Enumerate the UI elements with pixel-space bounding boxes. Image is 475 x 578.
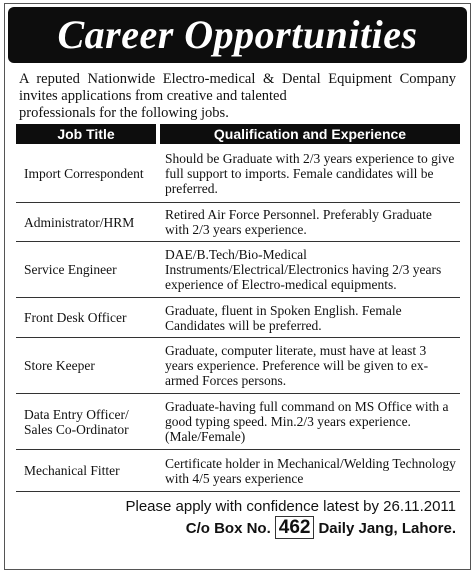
table-row bbox=[16, 203, 460, 242]
job-title-cell: Service Engineer bbox=[16, 242, 158, 298]
job-title-cell: Front Desk Officer bbox=[16, 298, 158, 338]
table-row bbox=[16, 450, 460, 492]
qualification-cell: Graduate, computer literate, must have at least 3 years experience. Preference will be given to ex-armed Forces persons. bbox=[158, 338, 460, 394]
qualification-cell: Should be Graduate with 2/3 years experience to give full support to imports. Female candidates will be preferred. bbox=[158, 144, 460, 203]
intro-line-1: A reputed Nationwide Electro-medical & Dental Equipment Company invites applications from creative and talented bbox=[19, 71, 456, 104]
table-row bbox=[16, 242, 460, 298]
job-title-cell: Store Keeper bbox=[16, 338, 158, 394]
table-row bbox=[16, 394, 460, 450]
table-header-row bbox=[16, 124, 460, 144]
newspaper-name: Daily Jang, Lahore. bbox=[318, 520, 456, 537]
title-banner bbox=[8, 7, 467, 63]
apply-instruction: Please apply with confidence latest by 26.11.2011 bbox=[125, 498, 456, 515]
table-row bbox=[16, 338, 460, 394]
intro-line-2: professionals for the following jobs. bbox=[19, 105, 229, 121]
column-header-job-title: Job Title bbox=[16, 124, 158, 144]
job-title-cell: Administrator/HRM bbox=[16, 203, 158, 242]
table-row bbox=[16, 298, 460, 338]
job-advertisement bbox=[4, 3, 471, 570]
page-title: Career Opportunities bbox=[57, 12, 418, 57]
table-row bbox=[16, 144, 460, 203]
job-title-cell: Mechanical Fitter bbox=[16, 450, 158, 492]
job-title-cell: Import Correspondent bbox=[16, 144, 158, 203]
qualification-cell: Retired Air Force Personnel. Preferably Graduate with 2/3 years experience. bbox=[158, 203, 460, 242]
job-title-cell: Data Entry Officer/ Sales Co-Ordinator bbox=[16, 394, 158, 450]
qualification-cell: DAE/B.Tech/Bio-Medical Instruments/Electrical/Electronics having 2/3 years experience of Electro-medical equipments. bbox=[158, 242, 460, 298]
qualification-cell: Graduate-having full command on MS Office with a good typing speed. Min.2/3 years experience.(Male/Female) bbox=[158, 394, 460, 450]
box-number: 462 bbox=[275, 516, 315, 539]
co-box-label: C/o Box No. bbox=[185, 520, 271, 537]
intro-paragraph bbox=[19, 71, 456, 122]
column-header-qualification: Qualification and Experience bbox=[158, 124, 460, 144]
qualification-cell: Graduate, fluent in Spoken English. Female Candidates will be preferred. bbox=[158, 298, 460, 338]
contact-address bbox=[5, 517, 456, 539]
jobs-table bbox=[16, 124, 460, 492]
qualification-cell: Certificate holder in Mechanical/Welding Technology with 4/5 years experience bbox=[158, 450, 460, 492]
